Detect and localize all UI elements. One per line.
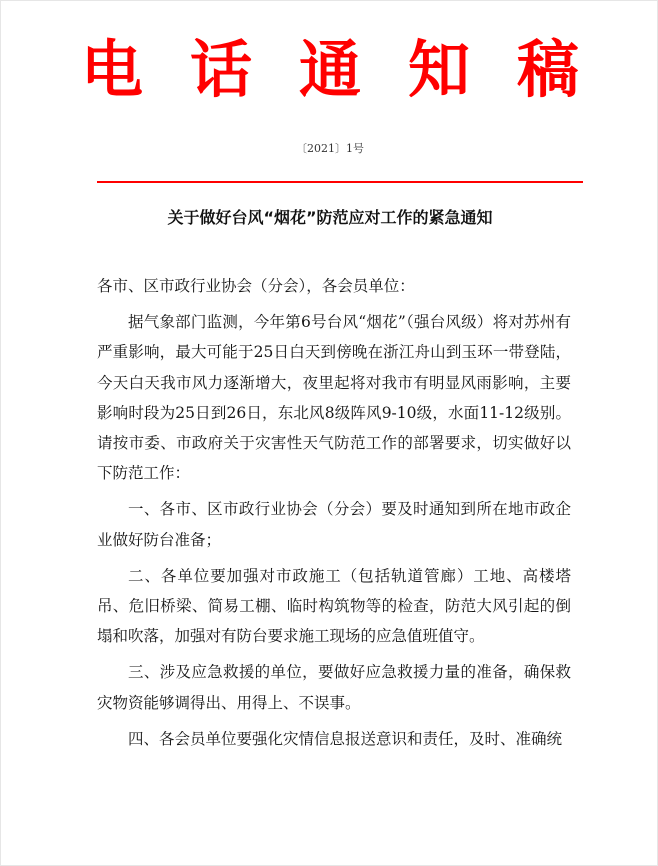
letterhead-char: 知 xyxy=(408,33,471,106)
letterhead-char: 话 xyxy=(190,33,253,106)
red-divider-line xyxy=(97,181,583,183)
document-number: 〔2021〕1号 xyxy=(296,142,364,155)
body-paragraph: 一、各市、区市政行业协会（分会）要及时通知到所在地市政企业做好防台准备； xyxy=(97,500,571,549)
document-title: 关于做好台风“烟花”防范应对工作的紧急通知 xyxy=(167,208,493,227)
salutation: 各市、区市政行业协会（分会），各会员单位： xyxy=(97,277,415,295)
body-paragraph: 四、各会员单位要强化灾情信息报送意识和责任，及时、准确统 xyxy=(128,729,563,748)
body-paragraph: 三、涉及应急救援的单位，要做好应急救援力量的准备，确保救灾物资能够调得出、用得上、不误事。 xyxy=(97,663,571,712)
body-paragraph: 据气象部门监测，今年第6号台风“烟花”（强台风级）将对苏州有严重影响，最大可能于25日白天到傍晚在浙江舟山到玉环一带登陆，今天白天我市风力逐渐增大，夜里起将对我市有明显风雨影响，主要影响时段为25日到26日，东北风8级阵风9-10级，水面11-12级别。请按市委、市政府关于灾害性天气防范工作的部署要求，切实做好以下防范工作： xyxy=(97,313,571,483)
letterhead-char: 稿 xyxy=(517,33,580,106)
document-body xyxy=(97,271,571,760)
letterhead-char: 通 xyxy=(299,33,362,106)
letterhead-char: 电 xyxy=(81,33,144,106)
letterhead-title xyxy=(81,33,580,106)
body-paragraph: 二、各单位要加强对市政施工（包括轨道管廊）工地、高楼塔吊、危旧桥梁、简易工棚、临时构筑物等的检查，防范大风引起的倒塌和吹落，加强对有防台要求施工现场的应急值班值守。 xyxy=(97,566,571,646)
